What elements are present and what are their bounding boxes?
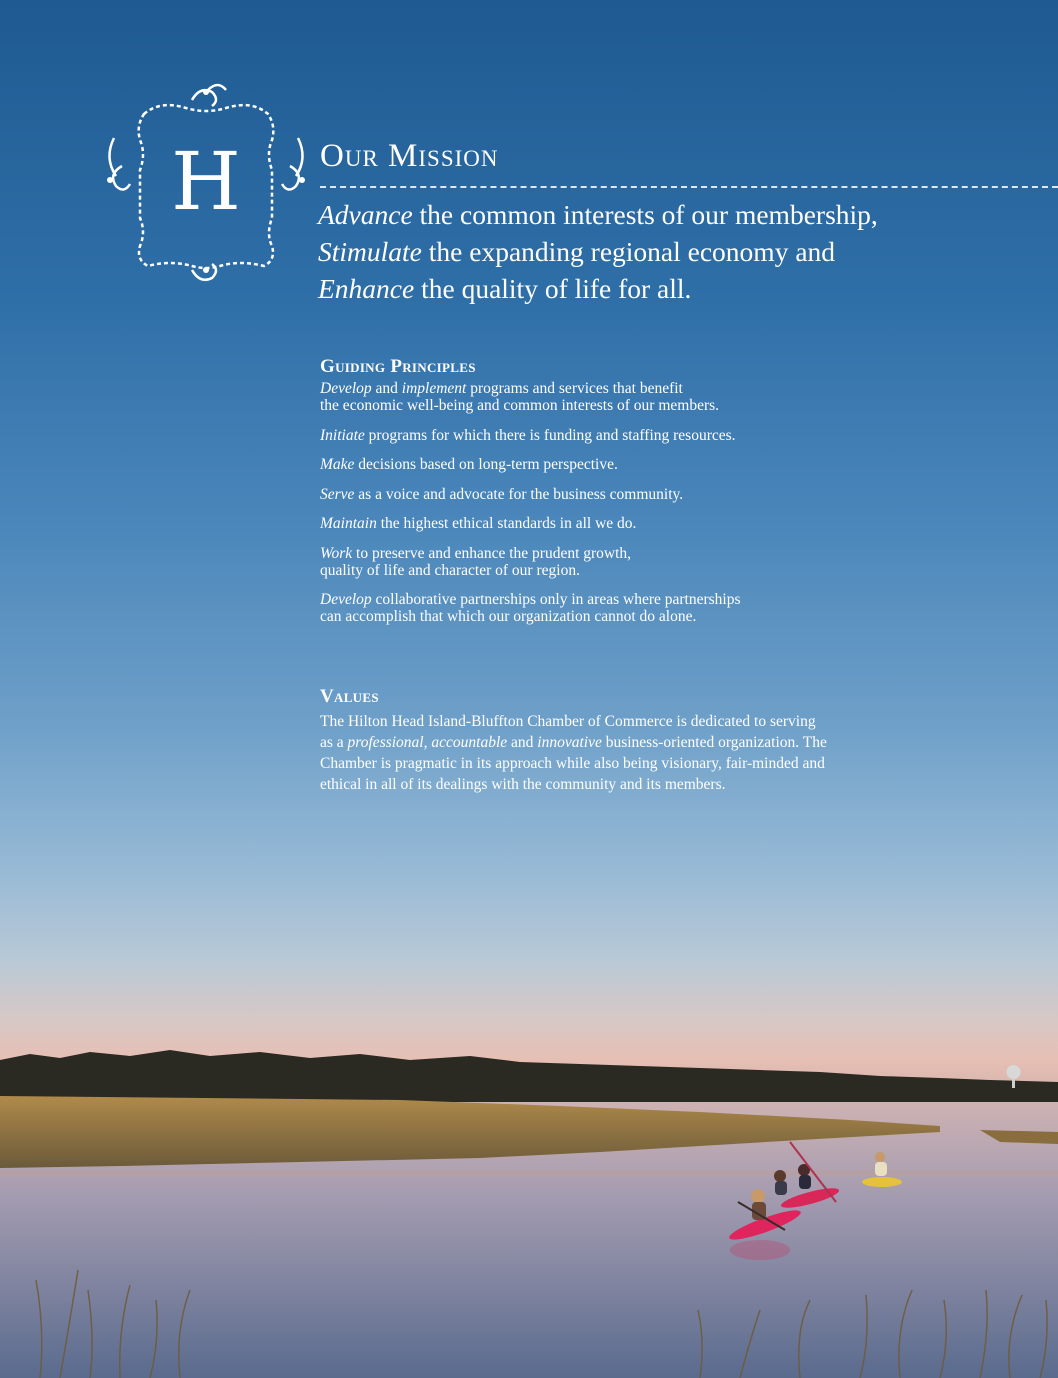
principle-text: as a voice and advocate for the business community. (354, 485, 684, 503)
principle-item (320, 427, 1020, 444)
page-title: Our Mission (320, 138, 499, 174)
mission-text: the expanding regional economy and (421, 236, 836, 267)
principle-text: to preserve and enhance the prudent growth, (352, 544, 632, 562)
principle-text: the highest ethical standards in all we do. (376, 515, 637, 532)
values-keyword: accountable (431, 734, 508, 751)
mission-keyword: Advance (318, 199, 413, 230)
mission-line (318, 233, 1038, 270)
values-keyword: innovative (537, 734, 602, 751)
principle-text: programs for which there is funding and staffing resources. (364, 426, 736, 444)
values-paragraph (320, 711, 890, 795)
mission-keyword: Enhance (318, 273, 415, 304)
values-heading: Values (320, 686, 379, 707)
values-text: as a (320, 734, 348, 751)
values-text: and (507, 734, 538, 751)
guiding-principles-heading: Guiding Principles (320, 356, 476, 377)
principle-keyword: Make (320, 456, 355, 473)
principle-keyword: Develop (320, 380, 372, 397)
principle-item (320, 486, 1020, 503)
principle-keyword: Maintain (320, 515, 377, 532)
principle-keyword: Develop (320, 591, 372, 608)
principle-item (320, 515, 1020, 532)
principle-keyword: Initiate (320, 426, 365, 444)
principle-item (320, 380, 1020, 414)
principle-text: decisions based on long-term perspective. (354, 456, 618, 473)
guiding-principles-list (320, 380, 1020, 638)
mission-line (318, 196, 1038, 233)
monogram-letter: H (171, 135, 241, 228)
principle-text: quality of life and character of our region. (320, 561, 580, 579)
principle-item (320, 545, 1020, 579)
mission-statement (318, 196, 1038, 307)
marsh-kayak-photo (0, 1040, 1058, 1378)
values-text: , (423, 734, 432, 751)
mission-keyword: Stimulate (318, 236, 422, 267)
principle-text: programs and services that benefit (466, 380, 683, 397)
title-divider (320, 186, 1058, 188)
values-keyword: professional (347, 734, 424, 751)
principle-keyword: Serve (320, 485, 355, 503)
mission-line (318, 270, 1038, 307)
values-text: business-oriented organization. The (601, 734, 827, 751)
principle-text: can accomplish that which our organization cannot do alone. (320, 608, 697, 625)
principle-keyword: implement (401, 380, 467, 397)
values-text: ethical in all of its dealings with the community and its members. (320, 776, 726, 793)
mission-text: the quality of life for all. (414, 273, 692, 304)
principle-keyword: Work (320, 544, 353, 562)
values-text: The Hilton Head Island-Bluffton Chamber of Commerce is dedicated to serving (320, 713, 816, 730)
principle-item (320, 456, 1020, 473)
principle-item (320, 591, 1020, 625)
principle-text: the economic well-being and common interests of our members. (320, 397, 720, 414)
mission-text: the common interests of our membership, (412, 199, 878, 230)
principle-text: and (371, 380, 402, 397)
values-text: Chamber is pragmatic in its approach while also being visionary, fair-minded and (320, 755, 825, 772)
principle-text: collaborative partnerships only in areas where partnerships (371, 591, 741, 608)
